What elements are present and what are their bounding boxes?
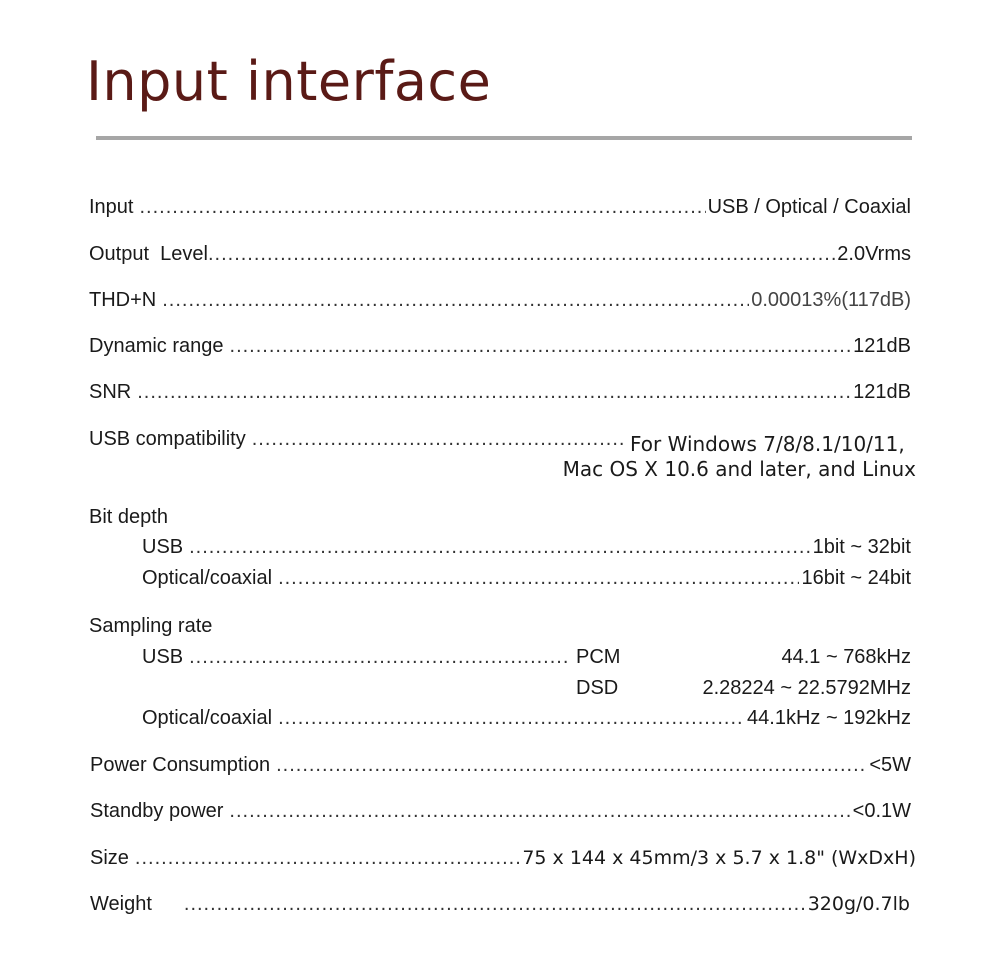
spec-row-dynamic-range	[89, 334, 911, 358]
spec-label: Output Level	[89, 243, 208, 265]
page-title: Input interface	[86, 50, 492, 113]
spec-value: 16bit ~ 24bit	[801, 567, 911, 589]
spec-row-bit-depth-usb	[142, 535, 911, 559]
spec-value: <0.1W	[852, 800, 911, 822]
spec-value: 121dB	[853, 381, 911, 403]
spec-row-sampling-optical	[142, 706, 911, 730]
spec-row-sampling-usb	[142, 645, 572, 669]
spec-row-size	[90, 846, 916, 870]
spec-value: 0.00013%(117dB)	[751, 289, 911, 311]
leader-dots	[184, 892, 806, 916]
leader-dots	[189, 645, 570, 669]
leader-dots	[278, 706, 745, 730]
spec-label: Size	[90, 847, 129, 869]
section-label-bit-depth: Bit depth	[89, 506, 168, 528]
spec-row-power-consumption	[90, 753, 911, 777]
spec-value-usb-compat-line2: Mac OS X 10.6 and later, and Linux	[562, 457, 916, 481]
dsd-label: DSD	[576, 677, 619, 699]
spec-label: SNR	[89, 381, 132, 403]
spec-label: Input	[89, 196, 134, 218]
spec-value: <5W	[869, 754, 911, 776]
spec-label: USB	[142, 536, 184, 558]
pcm-label: PCM	[576, 646, 621, 668]
spec-label: Standby power	[90, 800, 224, 822]
spec-label: Dynamic range	[89, 335, 224, 357]
title-divider	[96, 136, 912, 140]
spec-label: Power Consumption	[90, 754, 271, 776]
spec-value: 2.0Vrms	[837, 243, 911, 265]
spec-label: Optical/coaxial	[142, 567, 273, 589]
leader-dots	[162, 288, 749, 312]
spec-value: 320g/0.7lb	[807, 893, 910, 915]
leader-dots	[208, 242, 835, 266]
leader-dots	[276, 753, 867, 777]
leader-dots	[229, 799, 850, 823]
spec-label: USB compatibility	[89, 428, 246, 450]
spec-row-thd-n	[89, 288, 911, 312]
leader-dots	[252, 427, 623, 451]
spec-value: 75 x 144 x 45mm/3 x 5.7 x 1.8" (WxDxH)	[522, 847, 916, 869]
spec-row-bit-depth-optical	[142, 566, 911, 590]
spec-label: THD+N	[89, 289, 157, 311]
section-label-sampling-rate: Sampling rate	[89, 615, 213, 637]
spec-value-usb-compat-line1: For Windows 7/8/8.1/10/11,	[630, 432, 905, 456]
spec-row-snr	[89, 380, 911, 404]
pcm-value: 44.1 ~ 768kHz	[781, 646, 911, 668]
leader-dots	[135, 846, 520, 870]
spec-value: 44.1kHz ~ 192kHz	[747, 707, 911, 729]
spec-value: USB / Optical / Coaxial	[707, 196, 911, 218]
spec-label: Optical/coaxial	[142, 707, 273, 729]
spec-row-output-level	[89, 242, 911, 266]
leader-dots	[230, 334, 852, 358]
spec-row-usb-compatibility	[89, 427, 625, 451]
leader-dots	[139, 195, 705, 219]
spec-value: 121dB	[853, 335, 911, 357]
spec-value: 1bit ~ 32bit	[812, 536, 911, 558]
spec-row-standby-power	[90, 799, 911, 823]
spec-label: USB	[142, 646, 184, 668]
leader-dots	[278, 566, 799, 590]
spec-row-input	[89, 195, 911, 219]
leader-dots	[137, 380, 851, 404]
dsd-value: 2.28224 ~ 22.5792MHz	[702, 677, 911, 699]
spec-label: Weight	[90, 893, 152, 915]
leader-dots	[189, 535, 810, 559]
spec-row-weight	[90, 892, 910, 916]
